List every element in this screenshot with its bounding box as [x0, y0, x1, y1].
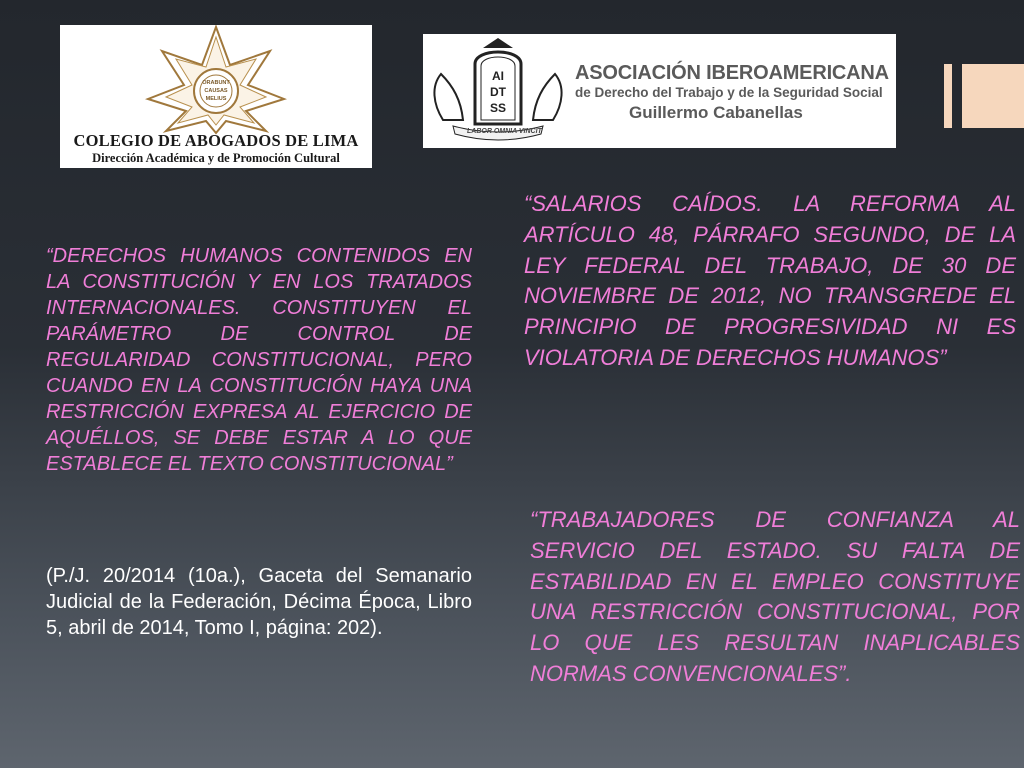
right-bottom-quote: “TRABAJADORES DE CONFIANZA AL SERVICIO DEL ESTADO. SU FALTA DE ESTABILIDAD EN EL EMPLEO CONSTITUYE UNA RESTRICCIÓN CONSTITUCIONAL, POR LO QUE LES RESULTAN INAPLICABLES NORMAS CONVENCIONALES”. — [530, 507, 1020, 686]
colegio-subtitle: Dirección Académica y de Promoción Cultural — [92, 151, 340, 165]
seal-word-1: ORABUNT — [202, 80, 230, 86]
emblem-letters-2: DT — [490, 85, 506, 99]
aidtss-name: Guillermo Cabanellas — [629, 103, 803, 122]
seal-word-3: MELIUS — [205, 96, 227, 102]
accent-bar-wide — [962, 64, 1024, 128]
aidtss-logo — [423, 34, 896, 148]
left-citation: (P./J. 20/2014 (10a.), Gaceta del Semanario Judicial de la Federación, Décima Época, Libro 5, abril de 2014, Tomo I, página: 202). — [46, 565, 472, 639]
aidtss-subtitle: de Derecho del Trabajo y de la Seguridad Social — [575, 85, 883, 100]
emblem-letters-3: SS — [489, 101, 507, 115]
colegio-abogados-logo — [60, 25, 372, 168]
colegio-title: COLEGIO DE ABOGADOS DE LIMA — [73, 131, 359, 150]
aidtss-motto: LABOR OMNIA VINCIT — [467, 128, 542, 135]
left-quote: “DERECHOS HUMANOS CONTENIDOS EN LA CONSTITUCIÓN Y EN LOS TRATADOS INTERNACIONALES. CONSTITUYEN EL PARÁMETRO DE CONTROL DE REGULARIDAD CONSTITUCIONAL, PERO CUANDO EN LA CONSTITUCIÓN HAYA UNA RESTRICCIÓN EXPRESA AL EJERCICIO DE AQUÉLLOS, SE DEBE ESTAR A LO QUE ESTABLECE EL TEXTO CONSTITUCIONAL” — [46, 245, 472, 475]
right-top-quote: “SALARIOS CAÍDOS. LA REFORMA AL ARTÍCULO 48, PÁRRAFO SEGUNDO, DE LA LEY FEDERAL DEL TRABAJO, DE 30 DE NOVIEMBRE DE 2012, NO TRANSGREDE EL PRINCIPIO DE PROGRESIVIDAD NI ES VIOLATORIA DE DERECHOS HUMANOS” — [524, 191, 1016, 370]
accent-bar-thin — [944, 64, 952, 128]
emblem-letters-1: AI — [492, 69, 504, 83]
seal-word-2: CAUSAS — [204, 88, 228, 94]
aidtss-title: ASOCIACIÓN IBEROAMERICANA — [575, 62, 889, 84]
